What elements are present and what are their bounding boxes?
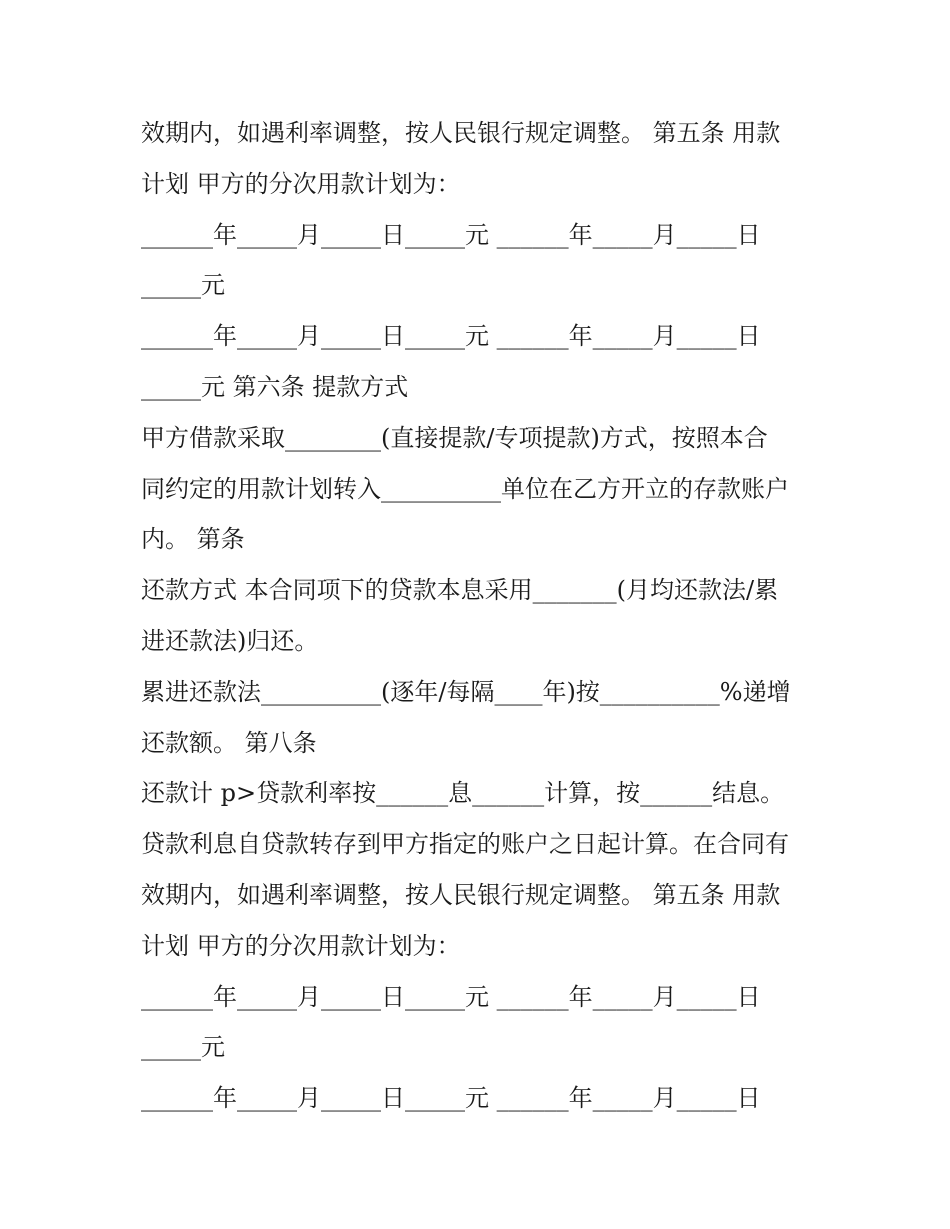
text-line: 计划 甲方的分次用款计划为： [141, 931, 461, 960]
text-line: ______年_____月_____日_____元 ______年_____月_____日 [141, 322, 761, 351]
text-line: 内。 第条 [141, 525, 245, 554]
text-line: 还款方式 本合同项下的贷款本息采用_______(月均还款法/累 [141, 576, 779, 605]
text-line: 累进还款法__________(逐年/每隔____年)按__________%递增 [141, 677, 791, 706]
document-body [141, 108, 831, 1124]
text-line: 甲方借款采取________(直接提款/专项提款)方式，按照本合 [141, 423, 768, 452]
text-line: _____元 [141, 271, 225, 300]
text-line: _____元 [141, 1033, 225, 1062]
text-line: 效期内，如遇利率调整，按人民银行规定调整。 第五条 用款 [141, 119, 781, 147]
text-line: ______年_____月_____日_____元 ______年_____月_____日 [141, 220, 761, 249]
text-line: ______年_____月_____日_____元 ______年_____月_____日 [141, 1084, 761, 1113]
text-line: ______年_____月_____日_____元 ______年_____月_____日 [141, 982, 761, 1011]
text-line: 计划 甲方的分次用款计划为： [141, 169, 461, 198]
text-line: 效期内，如遇利率调整，按人民银行规定调整。 第五条 用款 [141, 880, 781, 909]
text-line: 还款额。 第八条 [141, 728, 317, 757]
text-line: 还款计 p>贷款利率按______息______计算，按______结息。 [141, 779, 785, 808]
text-line: 同约定的用款计划转入__________单位在乙方开立的存款账户 [141, 474, 789, 503]
text-line: 进还款法)归还。 [141, 626, 319, 655]
text-line: 贷款利息自贷款转存到甲方指定的账户之日起计算。在合同有 [141, 830, 789, 859]
text-line: _____元 第六条 提款方式 [141, 372, 409, 401]
